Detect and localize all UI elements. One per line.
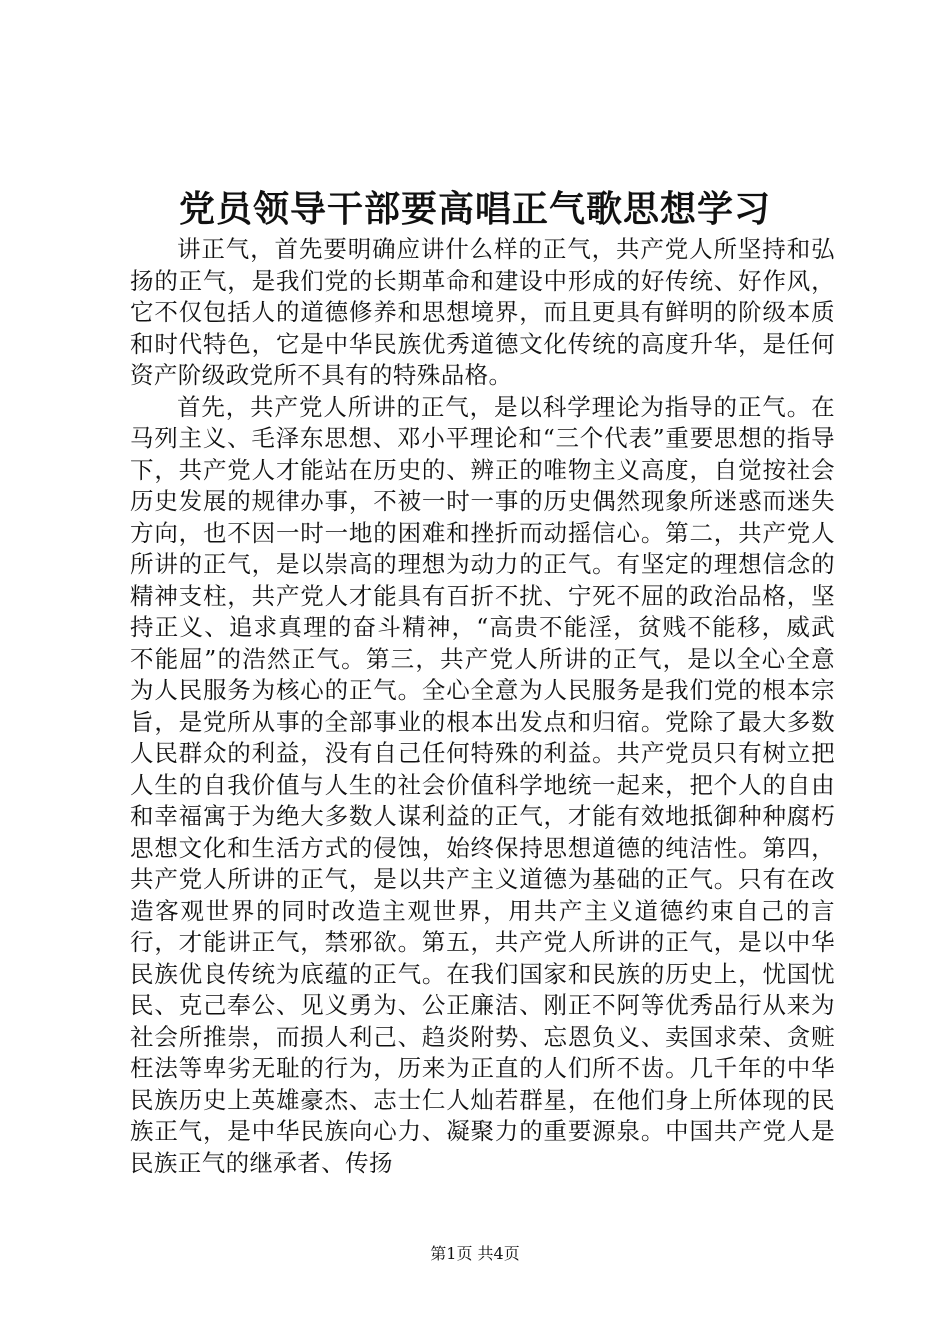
paragraph-intro: 讲正气，首先要明确应讲什么样的正气，共产党人所坚持和弘扬的正气，是我们党的长期革命和建设中形成的好传统、好作风，它不仅包括人的道德修养和思想境界，而且更具有鲜明的阶级本质和时代特色，它是中华民族优秀道德文化传统的高度升华，是任何资产阶级政党所不具有的特殊品格。 — [130, 235, 835, 389]
paragraph-main: 首先，共产党人所讲的正气，是以科学理论为指导的正气。在马列主义、毛泽东思想、邓小平理论和“三个代表”重要思想的指导下，共产党人才能站在历史的、辨正的唯物主义高度，自觉按社会历史发展的规律办事，不被一时一事的历史偶然现象所迷惑而迷失方向，也不因一时一地的困难和挫折而动摇信心。第二，共产党人所讲的正气，是以崇高的理想为动力的正气。有坚定的理想信念的精神支柱，共产党人才能具有百折不扰、宁死不屈的政治品格，坚持正义、追求真理的奋斗精神，“高贵不能淫，贫贱不能移，威武不能屈”的浩然正气。第三，共产党人所讲的正气，是以全心全意为人民服务为核心的正气。全心全意为人民服务是我们党的根本宗旨，是党所从事的全部事业的根本出发点和归宿。党除了最大多数人民群众的利益，没有自己任何特殊的利益。共产党员只有树立把人生的自我价值与人生的社会价值科学地统一起来，把个人的自由和幸福寓于为绝大多数人谋利益的正气，才能有效地抵御种种腐朽思想文化和生活方式的侵蚀，始终保持思想道德的纯洁性。第四，共产党人所讲的正气，是以共产主义道德为基础的正气。只有在改造客观世界的同时改造主观世界，用共产主义道德约束自己的言行，才能讲正气，禁邪欲。第五，共产党人所讲的正气，是以中华民族优良传统为底蕴的正气。在我们国家和民族的历史上，忧国忧民、克己奉公、见义勇为、公正廉洁、刚正不阿等优秀品行从来为社会所推崇，而损人利己、趋炎附势、忘恩负义、卖国求荣、贪赃枉法等卑劣无耻的行为，历来为正直的人们所不齿。几千年的中华民族历史上英雄豪杰、志士仁人灿若群星，在他们身上所体现的民族正气，是中华民族向心力、凝聚力的重要源泉。中国共产党人是民族正气的继承者、传扬 — [130, 392, 835, 1177]
page-title: 党员领导干部要高唱正气歌思想学习 — [178, 189, 771, 230]
document-body — [130, 234, 835, 1179]
page-number-footer: 第1页 共4页 — [430, 1244, 520, 1263]
